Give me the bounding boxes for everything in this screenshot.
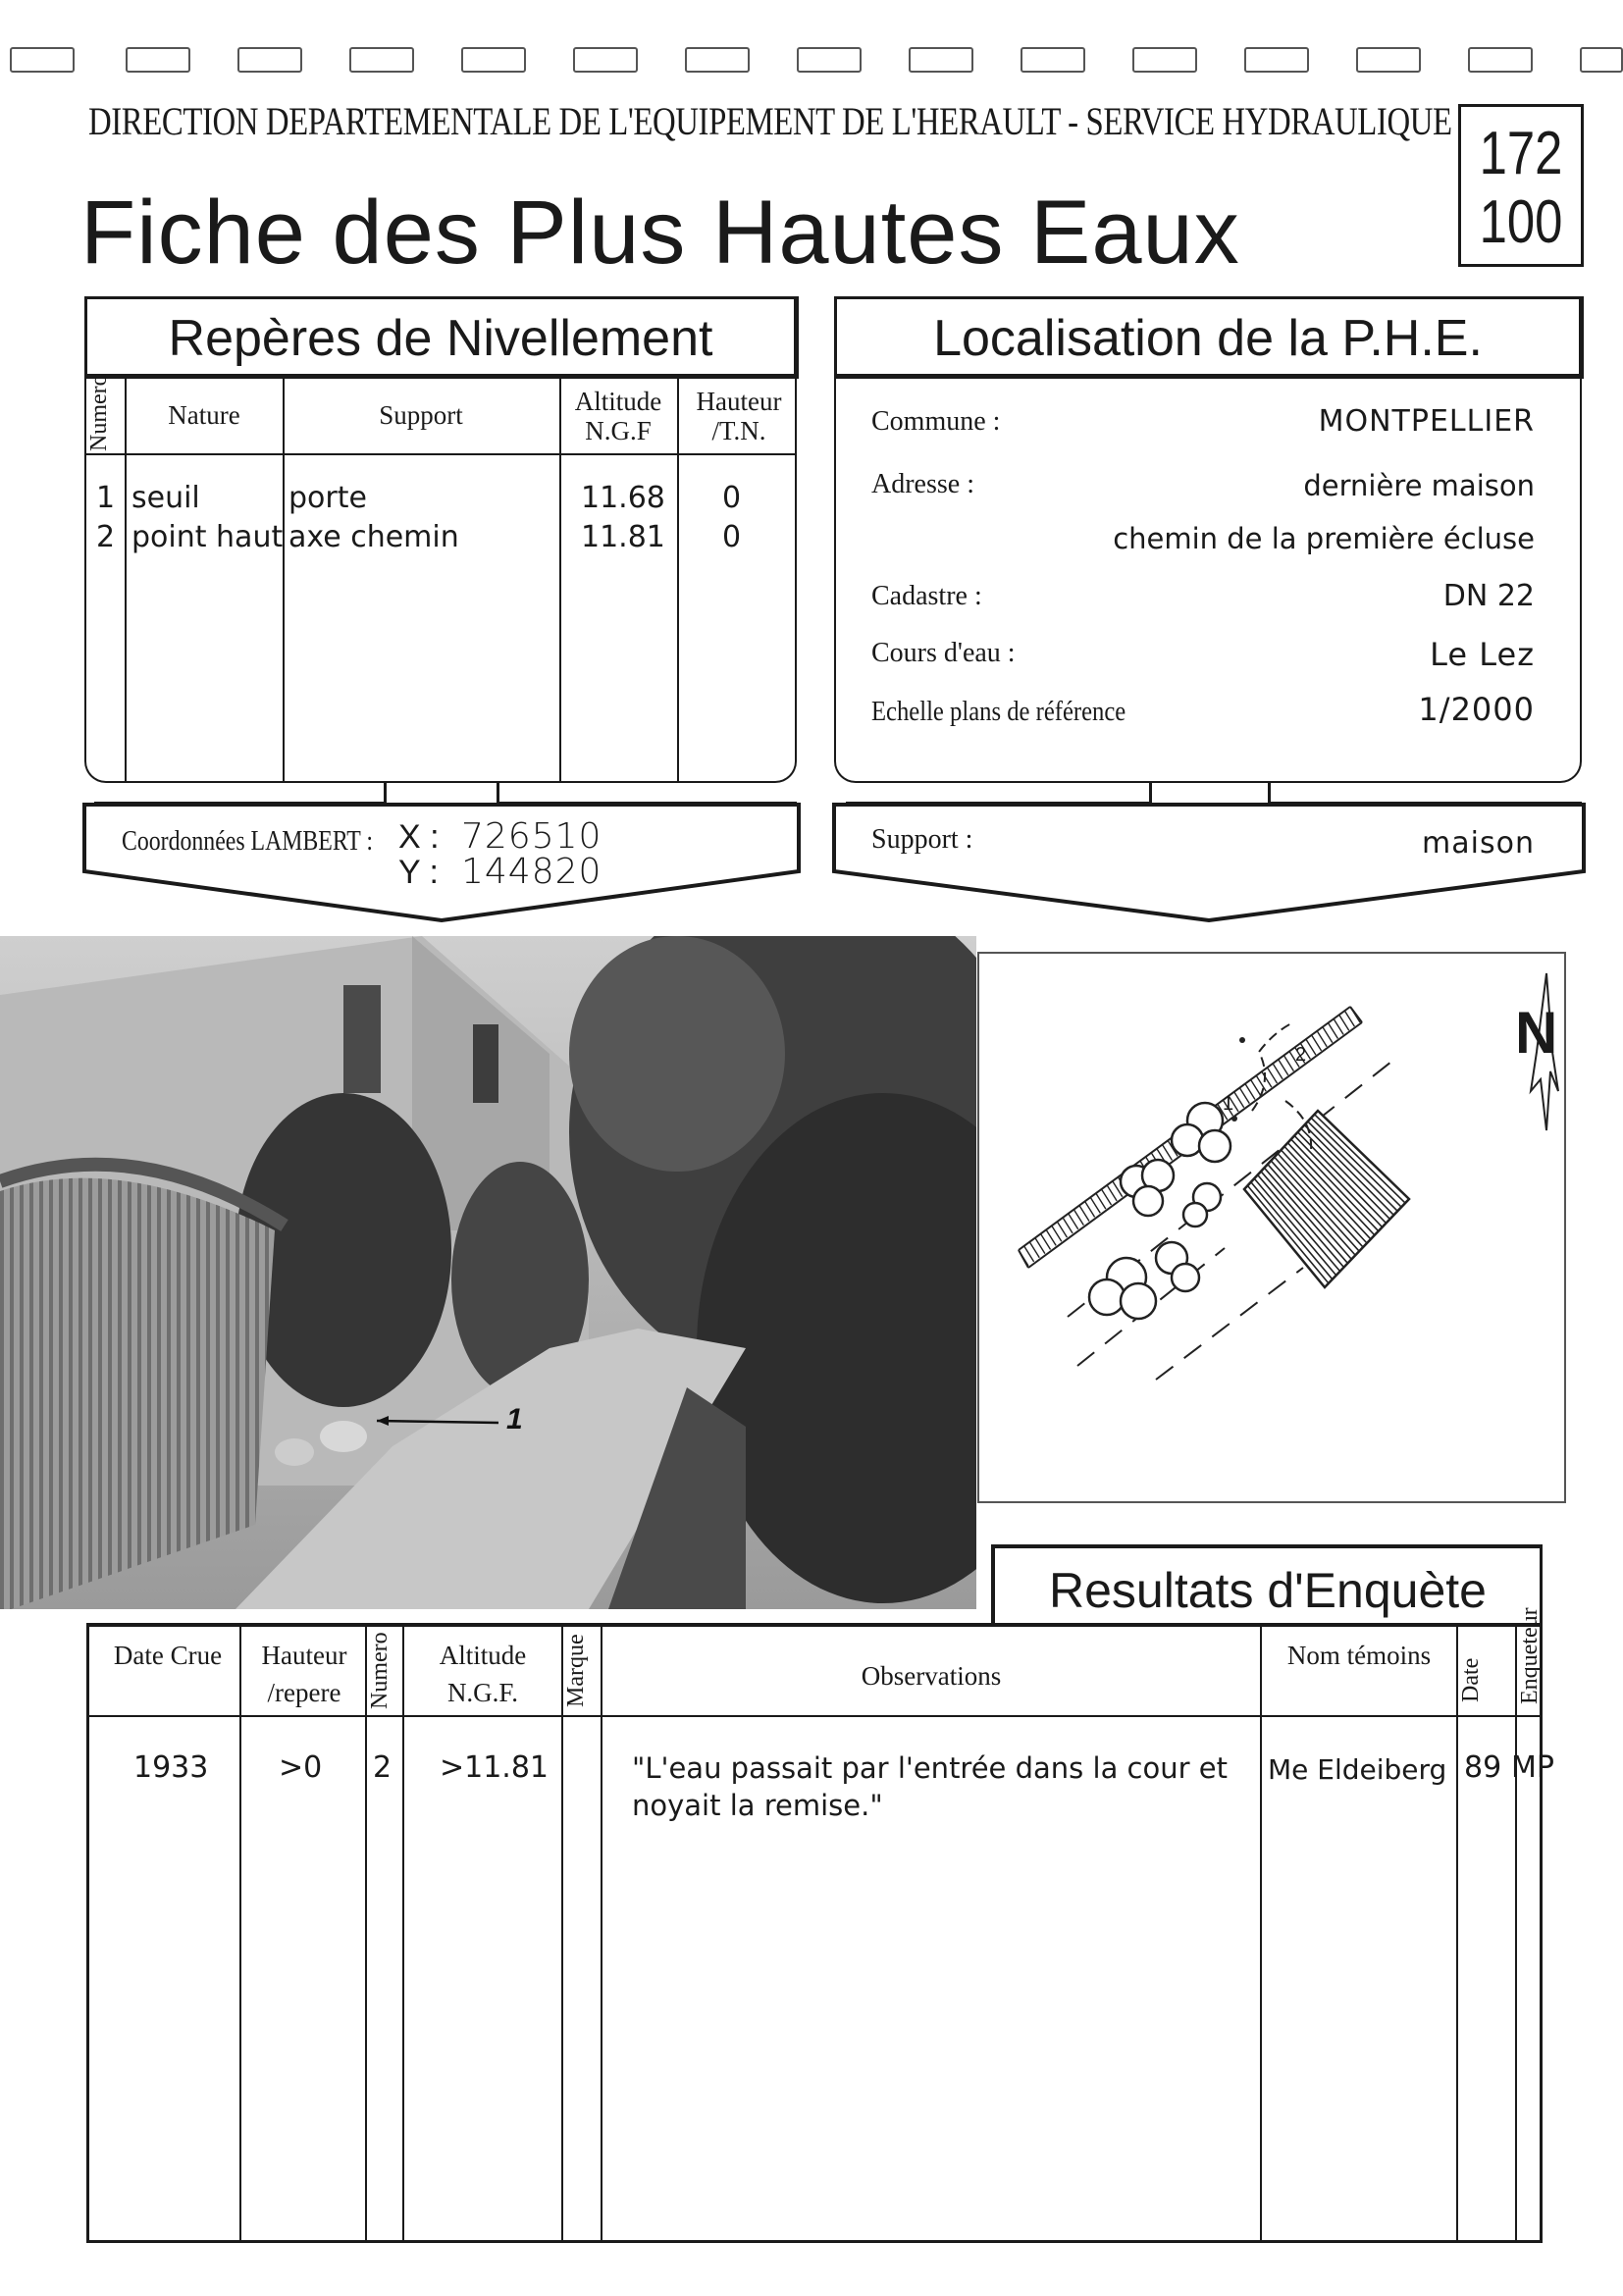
commune-value: MONTPELLIER bbox=[1318, 404, 1535, 439]
row-numero: 1 bbox=[96, 481, 116, 515]
binder-hole bbox=[349, 47, 414, 73]
col-header-altitude: Altitude N.G.F bbox=[574, 387, 662, 445]
adresse-line1: dernière maison bbox=[1303, 469, 1535, 502]
col-header-hauteur: Hauteur /T.N. bbox=[696, 387, 782, 445]
agency-heading: DIRECTION DEPARTEMENTALE DE L'EQUIPEMENT DE L'HERAULT - SERVICE HYDRAULIQUE bbox=[88, 99, 1452, 143]
photo-marker: 1 bbox=[506, 1403, 523, 1435]
binder-hole bbox=[1021, 47, 1085, 73]
row-observations-line2: noyait la remise." bbox=[632, 1789, 883, 1822]
col-header-marque: Marque bbox=[563, 1634, 589, 1708]
row-altitude: 11.81 bbox=[581, 520, 665, 554]
coordinates-arrow-frame bbox=[82, 803, 803, 928]
connector-tab bbox=[94, 783, 387, 805]
binder-hole bbox=[685, 47, 750, 73]
row-date-crue: 1933 bbox=[133, 1750, 209, 1785]
cadastre-value: DN 22 bbox=[1442, 579, 1535, 613]
col-header-nom-temoins: Nom témoins bbox=[1286, 1641, 1432, 1670]
localisation-title-box bbox=[834, 296, 1584, 379]
y-value: 144820 bbox=[461, 852, 602, 892]
col-header-nature: Nature bbox=[168, 400, 240, 430]
row-numero: 2 bbox=[373, 1750, 393, 1785]
binder-hole bbox=[909, 47, 973, 73]
page-title: Fiche des Plus Hautes Eaux bbox=[80, 183, 1240, 283]
binder-hole bbox=[1132, 47, 1197, 73]
row-hauteur: 0 bbox=[722, 520, 742, 554]
reperes-title: Repères de Nivellement bbox=[168, 310, 713, 367]
row-support: axe chemin bbox=[288, 520, 459, 554]
resultats-title-box bbox=[991, 1544, 1543, 1623]
row-altitude: 11.68 bbox=[581, 481, 665, 515]
row-nature: point haut bbox=[131, 520, 284, 554]
row-nom-temoins: Me Eldeiberg bbox=[1268, 1753, 1447, 1786]
col-header-enqueteur: Enqueteur bbox=[1517, 1607, 1543, 1705]
cours-value: Le Lez bbox=[1430, 636, 1535, 673]
col-header-hauteur: Hauteur /repere bbox=[261, 1641, 347, 1707]
binder-hole bbox=[1356, 47, 1421, 73]
row-altitude: >11.81 bbox=[440, 1750, 550, 1785]
connector-tab bbox=[497, 783, 797, 805]
col-header-numero: Numero bbox=[86, 374, 112, 451]
row-hauteur: >0 bbox=[279, 1750, 323, 1785]
reference-number-top: 172 bbox=[1479, 120, 1563, 187]
col-header-observations: Observations bbox=[861, 1661, 1002, 1691]
binder-hole bbox=[237, 47, 302, 73]
support-arrow-frame bbox=[832, 803, 1588, 928]
binder-hole bbox=[1468, 47, 1533, 73]
echelle-label: Echelle plans de référence bbox=[871, 697, 1126, 727]
reperes-title-box bbox=[84, 296, 799, 379]
binder-hole bbox=[126, 47, 190, 73]
col-header-support: Support bbox=[379, 400, 463, 430]
binder-hole bbox=[797, 47, 862, 73]
cadastre-label: Cadastre : bbox=[871, 581, 982, 611]
y-label: Y : bbox=[398, 854, 439, 891]
echelle-value: 1/2000 bbox=[1418, 691, 1535, 728]
row-enqueteur: MP bbox=[1511, 1750, 1554, 1785]
col-header-date-crue: Date Crue bbox=[113, 1641, 223, 1670]
row-nature: seuil bbox=[131, 481, 200, 515]
row-hauteur: 0 bbox=[722, 481, 742, 515]
row-date: 89 bbox=[1464, 1750, 1502, 1785]
commune-label: Commune : bbox=[871, 406, 1001, 437]
row-support: porte bbox=[288, 481, 367, 515]
binder-hole bbox=[573, 47, 638, 73]
binder-hole bbox=[1244, 47, 1309, 73]
plan-marker-1: 1 bbox=[1223, 1093, 1234, 1115]
binder-hole bbox=[1580, 47, 1623, 73]
x-label: X : bbox=[398, 818, 440, 856]
connector-tab bbox=[846, 783, 1152, 805]
site-photo bbox=[0, 936, 976, 1609]
plan-marker-2: 2 bbox=[1295, 1044, 1307, 1066]
coordinates-label: Coordonnées LAMBERT : bbox=[122, 826, 373, 857]
support-value: maison bbox=[1422, 826, 1535, 861]
x-value: 726510 bbox=[461, 816, 602, 857]
north-icon: N bbox=[1515, 1000, 1558, 1066]
binder-hole bbox=[10, 47, 75, 73]
row-numero: 2 bbox=[96, 520, 116, 554]
reference-number-bottom: 100 bbox=[1479, 188, 1563, 256]
connector-tab bbox=[1268, 783, 1582, 805]
col-header-date: Date bbox=[1458, 1657, 1484, 1702]
cours-label: Cours d'eau : bbox=[871, 638, 1016, 668]
adresse-line2: chemin de la première écluse bbox=[1113, 522, 1535, 555]
site-plan bbox=[977, 952, 1566, 1503]
localisation-title: Localisation de la P.H.E. bbox=[933, 310, 1483, 367]
resultats-title: Resultats d'Enquète bbox=[1049, 1563, 1487, 1618]
col-header-altitude: Altitude N.G.F. bbox=[439, 1641, 527, 1707]
row-observations-line1: "L'eau passait par l'entrée dans la cour et bbox=[632, 1751, 1228, 1785]
reference-box bbox=[1458, 104, 1584, 267]
adresse-label: Adresse : bbox=[871, 469, 974, 499]
col-header-numero: Numero bbox=[367, 1632, 393, 1710]
binder-hole bbox=[461, 47, 526, 73]
support-label: Support : bbox=[871, 824, 973, 855]
